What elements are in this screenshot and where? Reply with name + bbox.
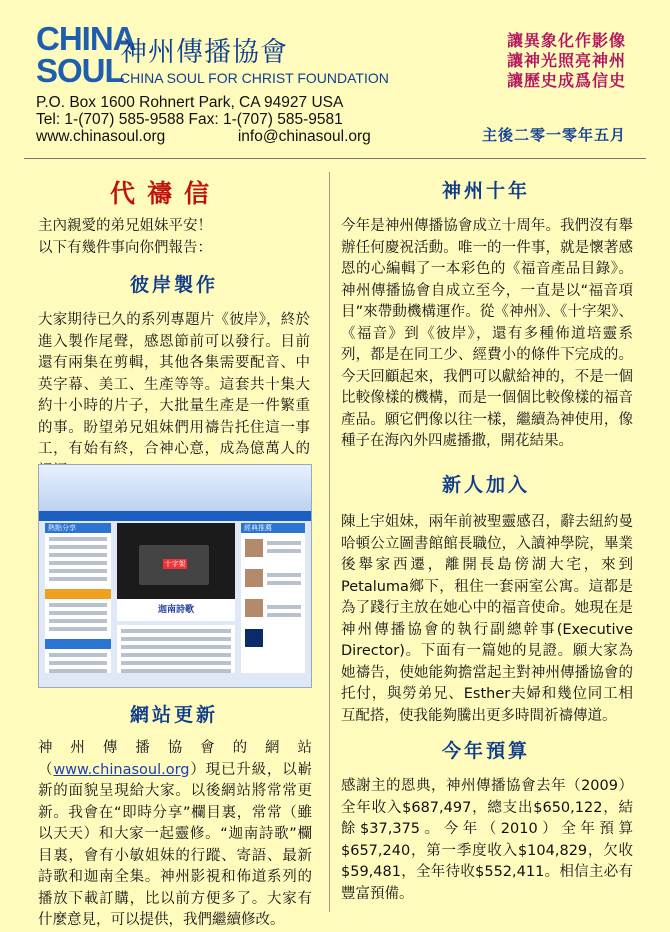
tel-fax: Tel: 1-(707) 585-9588 Fax: 1-(707) 585-9581 [36,111,343,128]
motto-line-1: 讓異象化作影像 [506,31,626,50]
website-text-a: 神州傳播協會的網站（ [38,740,312,778]
section-body-production: 大家期待已久的系列專題片《彼岸》，終於進入製作尾聲，感恩節前可以發行。目前還有兩集在剪輯，其他各集需要配音、中英字幕、美工、生產等等。這套共十集大約十小時的片子，大批量生產是一件繁重的事。盼望弟兄姐妹們用禱告托住這一事工，有始有終，合神心意，成為億萬人的 [38,312,310,457]
issue-date: 主後二零一零年五月 [481,126,626,144]
motto-block [507,31,626,91]
contact-block [36,94,371,145]
logo-china-text: CHINA [36,20,136,57]
address: P.O. Box 1600 Rohnert Park, CA 94927 USA [36,94,344,111]
screenshot-mid-panel [117,625,235,673]
page-title: 代禱信 [110,179,222,208]
website-url-link[interactable]: www.chinasoul.org [53,761,190,778]
screenshot-header [39,465,311,511]
motto-line-3: 讓歷史成爲信史 [506,71,626,90]
header-divider [24,158,646,159]
screenshot-nav [39,511,311,521]
logo-soul-text: SOUL [36,52,124,89]
section-body-website [38,738,312,932]
web-email [36,128,371,145]
greeting-line-1: 主內親愛的弟兄姐妹平安！ [38,218,212,234]
section-heading-production: 彼岸製作 [129,274,218,296]
section-heading-new-member: 新人加入 [441,474,530,496]
website-link[interactable]: www.chinasoul.org [36,128,166,145]
website-text-b: ）現已升級，以嶄新的面貌呈現給大家。以後網站將常常更新。我會在“即時分享”欄目裏，常常（雖以天天）和大家一起靈修。“迦南詩歌”欄目裏，會有小敏姐妹的行蹤、寄語、最新詩歌和迦南全集。神州影視和佈道系列的播放下載訂購，比以前方便多了。大家有什麼意見，可以提供，我們繼續修改。 [38,761,313,928]
org-name-english: CHINA SOUL FOR CHRIST FOUNDATION [120,70,389,86]
screenshot-poem-label: 迦南詩歌 [117,599,235,621]
motto-line-2: 讓神光照亮神州 [506,51,626,70]
section-body-budget: 感謝主的恩典，神州傳播協會去年（2009）全年收入$687,497，總支出$650,122，結餘$37,375。今年（2010）全年預算$657,240，第一季度收入$104,829，欠收$59,481，全年待收$552,411。相信主必有豐富預備。 [341,778,633,902]
email-link[interactable]: info@chinasoul.org [237,128,371,145]
greeting [38,216,310,259]
section-body-new-member: 陳上宇姐妹，兩年前被聖靈感召，辭去紐約曼哈頓公立圖書館館長職位，入讀神學院，畢業後舉家西遷，離開長島傍湖大宅，來到Petaluma鄉下，租住一套兩室公寓。這都是為了踐行主放在她心中的福音使命。她現在是神州傳播協會的執行副總幹事(Executive Director)。下面有一篇她的見證。願大家為她禱告，使她能夠擔當起主對神州傳播協會的托付，與勞弟兄、Esther夫婦和幾位同工相互配搭，使我能夠騰出更多時間祈禱傳道。 [341,514,633,724]
section-heading-budget: 今年預算 [441,740,530,762]
screenshot-banner-label: 十字架 [164,560,186,568]
section-body-ten-years: 今年是神州傳播協會成立十周年。我們沒有舉辦任何慶祝活動。唯一的一件事，就是懷著感恩的心編輯了一本彩色的《福音產品目錄》。神州傳播協會自成立至今，一直是以“福音項目”來帶動機構運作。從《神州》、《十字架》、《福音》到《彼岸》，還有多種佈道培靈系列，都是在同工少、經費小的條件下完成的。今天回顧起來，我們可以獻給神的，不是一個比較像樣的機構，而是一個個比較像樣的福音產品。願它們像以往一樣，繼續為神使用，像種子在海內外四處播撒，開花結果。 [341,218,633,449]
section-heading-website: 網站更新 [129,704,218,726]
section-heading-ten-years: 神州十年 [441,180,530,202]
greeting-line-2: 以下有幾件事向你們報告： [38,239,212,256]
org-name-chinese: 神州傳播協會 [120,37,288,68]
website-screenshot [38,464,312,688]
screenshot-tab-left: 熱點分享 [45,523,111,533]
screenshot-banner [117,523,235,621]
screenshot-right-panel [241,523,305,673]
screenshot-left-panel [45,523,111,673]
screenshot-tab-right: 經典推薦 [241,523,305,533]
column-divider [329,172,330,912]
